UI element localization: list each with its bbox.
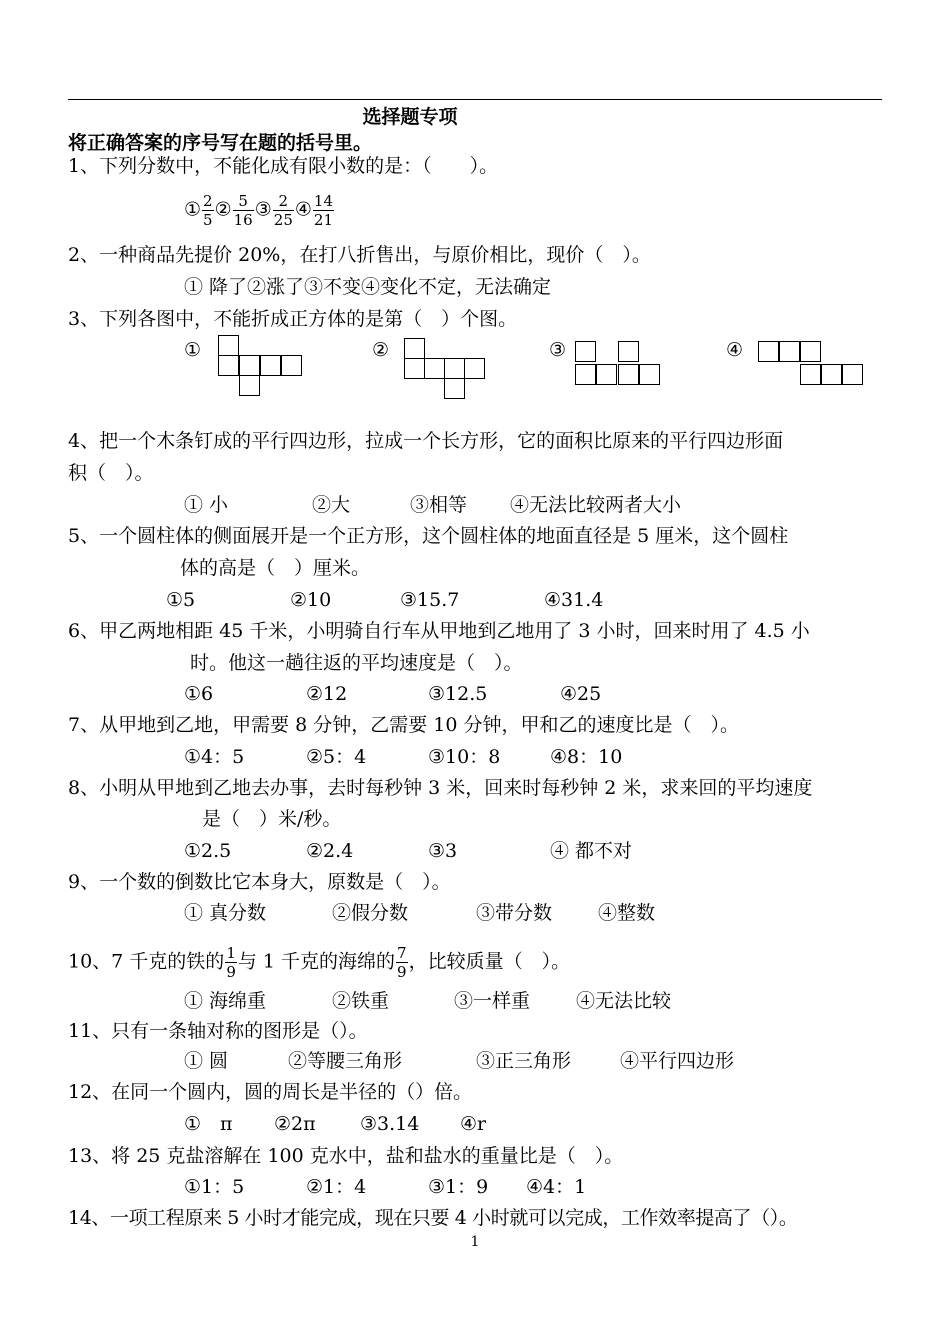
q8-option-3: ③3 [428, 840, 458, 862]
net-square [424, 358, 445, 379]
q1-mark-4: ④ [294, 198, 312, 221]
q5-option-1: ①5 [166, 589, 196, 611]
q7-option-3: ③10：8 [428, 746, 501, 768]
q1-f2-den: 16 [233, 211, 253, 229]
q3-label-2: ② [372, 339, 390, 361]
q10-fraction-1 [225, 944, 237, 981]
q1-f1-den: 5 [203, 211, 213, 229]
q11-option-4: ④平行四边形 [620, 1050, 735, 1072]
q1-f1-num: 2 [203, 192, 213, 210]
q10-text-c: ，比较质量（ ）。 [408, 950, 571, 973]
q6-option-4: ④25 [560, 683, 602, 705]
q3-label-4: ④ [726, 339, 744, 361]
net-square [444, 378, 465, 399]
q7-text: 7、从甲地到乙地，甲需要 8 分钟，乙需要 10 分钟，甲和乙的速度比是（ ）。 [68, 714, 740, 736]
q1-mark-1: ① [184, 198, 202, 221]
q7-option-4: ④8：10 [550, 746, 623, 768]
q4-text-line2: 积（ ）。 [68, 462, 154, 484]
q6-option-1: ①6 [184, 683, 214, 705]
net-square [404, 358, 425, 379]
q2-text: 2、一种商品先提价 20%，在打八折售出，与原价相比，现价（ ）。 [68, 244, 651, 266]
q11-text: 11、只有一条轴对称的图形是（）。 [68, 1020, 368, 1042]
q1-f2-num: 5 [233, 192, 254, 211]
net-square [618, 341, 639, 362]
q1-fraction-2 [233, 192, 254, 229]
q6-option-2: ②12 [306, 683, 348, 705]
net-square [758, 341, 779, 362]
net-square [281, 355, 302, 376]
instruction: 将正确答案的序号写在题的括号里。 [68, 132, 373, 154]
net-square [218, 355, 239, 376]
q3-text: 3、下列各图中，不能折成正方体的是第（ ）个图。 [68, 308, 518, 330]
net-square [618, 364, 639, 385]
q5-option-4: ④31.4 [544, 589, 604, 611]
net-square [575, 341, 596, 362]
q10-f1-den: 9 [226, 963, 236, 981]
q8-text-line1: 8、小明从甲地到乙地去办事，去时每秒钟 3 米，回来时每秒钟 2 米，求来回的平均速度 [68, 777, 813, 799]
q5-text-line1: 5、一个圆柱体的侧面展开是一个正方形，这个圆柱体的地面直径是 5 厘米，这个圆柱 [68, 525, 789, 547]
q4-option-4: ④无法比较两者大小 [510, 494, 682, 516]
q1-f4-den: 21 [313, 211, 334, 229]
q14-text: 14、一项工程原来 5 小时才能完成，现在只要 4 小时就可以完成，工作效率提高了（）。 [68, 1207, 798, 1229]
q10-f2-den: 9 [397, 963, 407, 981]
q11-option-2: ②等腰三角形 [288, 1050, 403, 1072]
q6-text-line1: 6、甲乙两地相距 45 千米，小明骑自行车从甲地到乙地用了 3 小时，回来时用了 4.5 小 [68, 620, 810, 642]
header-rule [68, 99, 882, 100]
q7-option-1: ①4：5 [184, 746, 245, 768]
net-square [575, 364, 596, 385]
q1-fraction-1 [202, 192, 214, 229]
q13-option-3: ③1：9 [428, 1176, 489, 1198]
q12-option-3: ③3.14 [360, 1113, 420, 1135]
net-square [779, 341, 800, 362]
q12-text: 12、在同一个圆内，圆的周长是半径的（）倍。 [68, 1081, 473, 1103]
q13-option-2: ②1：4 [306, 1176, 367, 1198]
q13-text: 13、将 25 克盐溶解在 100 克水中，盐和盐水的重量比是（ ）。 [68, 1145, 624, 1167]
q9-option-1: ① 真分数 [184, 902, 267, 924]
q5-option-3: ③15.7 [400, 589, 460, 611]
net-square [404, 338, 425, 359]
q10-fraction-2 [396, 944, 408, 981]
q2-options: ① 降了②涨了③不变④变化不定，无法确定 [184, 276, 552, 298]
q4-option-2: ②大 [312, 494, 351, 516]
q8-option-1: ①2.5 [184, 840, 232, 862]
page-number: 1 [470, 1234, 480, 1250]
q4-option-3: ③相等 [410, 494, 468, 516]
q7-option-2: ②5：4 [306, 746, 367, 768]
net-square [218, 335, 239, 356]
q5-text-line2: 体的高是（ ）厘米。 [180, 557, 371, 579]
net-square [821, 364, 842, 385]
q8-option-2: ②2.4 [306, 840, 354, 862]
q6-option-3: ③12.5 [428, 683, 488, 705]
q9-text: 9、一个数的倒数比它本身大，原数是（ ）。 [68, 871, 451, 893]
q1-fraction-3 [273, 192, 294, 229]
q10-text-b: 与 1 千克的海绵的 [237, 950, 396, 973]
net-square [464, 358, 485, 379]
net-square [260, 355, 281, 376]
q9-option-4: ④整数 [598, 902, 656, 924]
q1-mark-2: ② [214, 198, 232, 221]
q10-option-2: ②铁重 [332, 990, 390, 1012]
q10-text [68, 944, 570, 981]
q11-option-1: ① 圆 [184, 1050, 229, 1072]
q13-option-4: ④4：1 [526, 1176, 587, 1198]
q4-text-line1: 4、把一个木条钉成的平行四边形，拉成一个长方形，它的面积比原来的平行四边形面 [68, 430, 784, 452]
q1-fraction-4 [313, 192, 334, 229]
q10-text-a: 10、7 千克的铁的 [68, 950, 225, 973]
q12-option-4: ④r [460, 1113, 487, 1135]
q4-option-1: ① 小 [184, 494, 229, 516]
net-square [842, 364, 863, 385]
q12-option-2: ②2π [274, 1113, 316, 1135]
q13-option-1: ①1：5 [184, 1176, 245, 1198]
q1-f3-num: 2 [273, 192, 294, 211]
net-square [800, 341, 821, 362]
net-square [239, 355, 260, 376]
q5-option-2: ②10 [290, 589, 332, 611]
q9-option-2: ②假分数 [332, 902, 409, 924]
q3-label-3: ③ [549, 339, 567, 361]
q10-option-4: ④无法比较 [576, 990, 672, 1012]
page-title: 选择题专项 [362, 106, 458, 128]
q11-option-3: ③正三角形 [476, 1050, 572, 1072]
q1-f4-num: 14 [313, 192, 334, 210]
q9-option-3: ③带分数 [476, 902, 553, 924]
q1-options [184, 192, 335, 229]
net-square [239, 375, 260, 396]
q8-option-4: ④ 都不对 [550, 840, 633, 862]
q10-option-1: ① 海绵重 [184, 990, 267, 1012]
q10-f2-num: 7 [397, 944, 407, 962]
q3-label-1: ① [184, 339, 202, 361]
net-square [596, 364, 617, 385]
q6-text-line2: 时。他这一趟往返的平均速度是（ ）。 [190, 652, 523, 674]
q1-f3-den: 25 [273, 211, 293, 229]
q12-option-1: ① π [184, 1113, 233, 1135]
q10-option-3: ③一样重 [454, 990, 531, 1012]
q1-text: 1、下列分数中，不能化成有限小数的是：（ ）。 [68, 155, 499, 177]
net-square [800, 364, 821, 385]
net-square [639, 364, 660, 385]
net-square [444, 358, 465, 379]
q10-f1-num: 1 [226, 944, 236, 962]
q8-text-line2: 是（ ）米/秒。 [202, 808, 342, 830]
q1-mark-3: ③ [254, 198, 272, 221]
